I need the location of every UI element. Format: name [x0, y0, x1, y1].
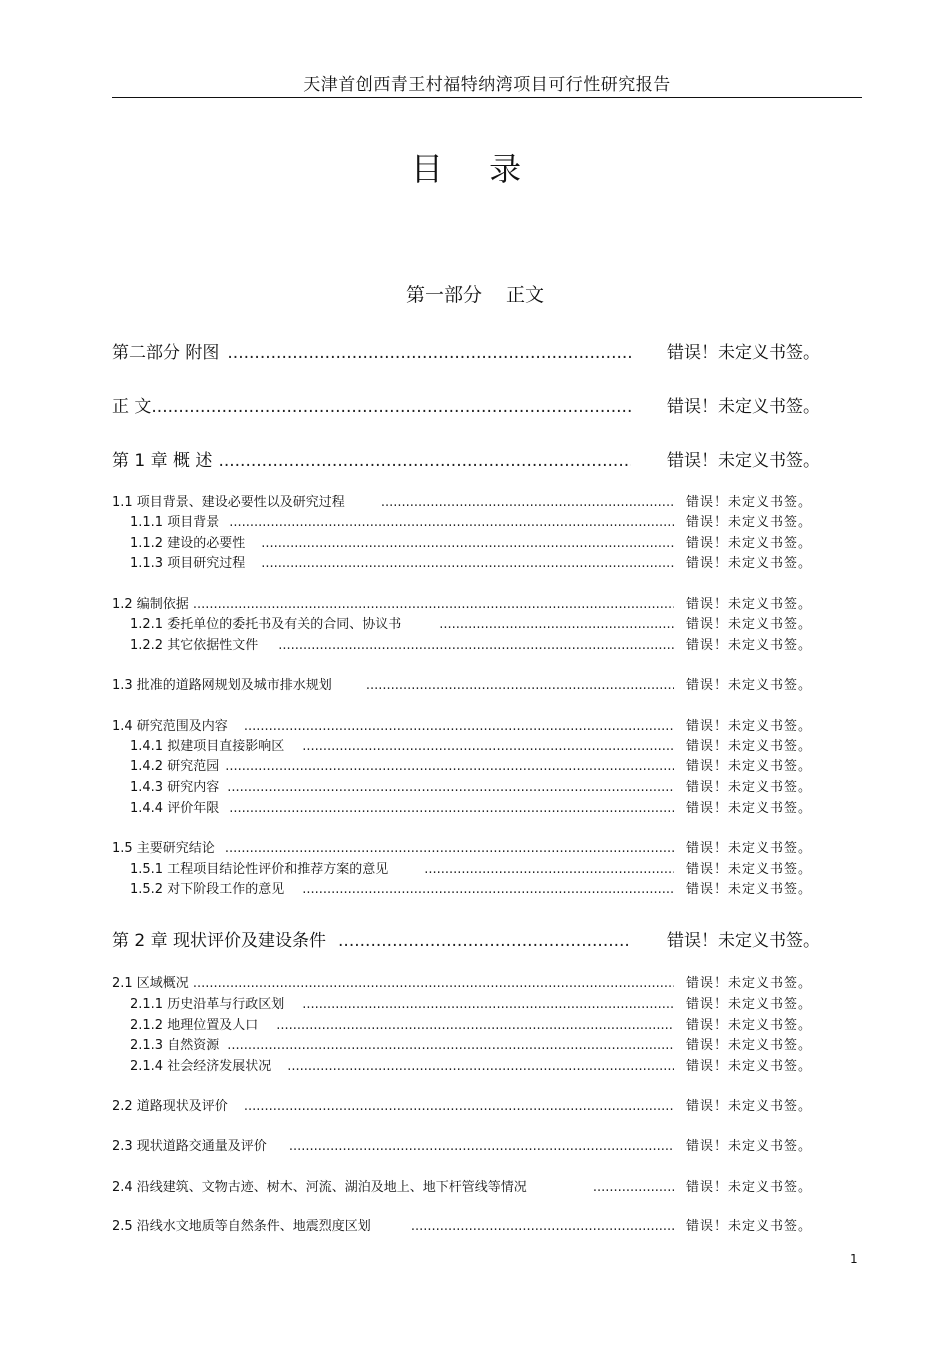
toc-leader: [244, 719, 674, 734]
toc-entry[interactable]: [130, 858, 812, 876]
toc-page: 错误！未定义书签。: [685, 597, 812, 612]
toc-label: 2.3 现状道路交通量及评价: [112, 1139, 267, 1154]
toc-page: 错误！未定义书签。: [685, 536, 812, 551]
toc-entry[interactable]: [130, 1014, 812, 1032]
toc-label: 第 1 章 概 述: [112, 451, 213, 471]
toc-leader: [593, 1180, 674, 1195]
toc-entry[interactable]: [112, 593, 812, 611]
toc-leader: [193, 976, 674, 991]
toc-leader: [193, 597, 674, 612]
toc-entry-part2[interactable]: [112, 338, 820, 362]
toc-label: 正 文: [112, 397, 152, 417]
toc-leader: [229, 515, 674, 530]
toc-label: 2.2 道路现状及评价: [112, 1099, 228, 1114]
toc-entry[interactable]: [112, 1215, 812, 1233]
toc-entry[interactable]: [130, 993, 812, 1011]
toc-entry[interactable]: [130, 755, 812, 773]
toc-label: 1.2.1 委托单位的委托书及有关的合同、协议书: [130, 617, 402, 632]
toc-entry[interactable]: [130, 552, 812, 570]
toc-leader: [424, 862, 674, 877]
toc-label: 1.4.1 拟建项目直接影响区: [130, 739, 285, 754]
toc-label: 1.5 主要研究结论: [112, 841, 215, 856]
toc-entry[interactable]: [112, 972, 812, 990]
toc-leader: [302, 739, 674, 754]
header-rule: [112, 97, 862, 98]
toc-leader: [225, 841, 674, 856]
toc-page: 错误！未定义书签。: [685, 862, 812, 877]
page-number: 1: [850, 1252, 858, 1266]
toc-label: 1.1.3 项目研究过程: [130, 556, 246, 571]
toc-entry[interactable]: [112, 715, 812, 733]
toc-leader: [218, 451, 631, 471]
toc-page: 错误！未定义书签。: [685, 556, 812, 571]
toc-label: 1.5.2 对下阶段工作的意见: [130, 882, 285, 897]
toc-entry[interactable]: [130, 532, 812, 550]
toc-entry[interactable]: [130, 613, 812, 631]
part1-name: 正文: [506, 284, 545, 306]
toc-label: 1.4.4 评价年限: [130, 801, 220, 816]
toc-label: 1.1 项目背景、建设必要性以及研究过程: [112, 495, 345, 510]
toc-label: 2.5 沿线水文地质等自然条件、地震烈度区划: [112, 1219, 371, 1234]
toc-entry-ch2[interactable]: [112, 926, 820, 950]
toc-leader: [287, 1059, 674, 1074]
toc-page: 错误！未定义书签。: [685, 739, 812, 754]
toc-page: 错误！未定义书签。: [685, 1139, 812, 1154]
toc-label: 2.1.3 自然资源: [130, 1038, 220, 1053]
toc-page: 错误！未定义书签。: [685, 617, 812, 632]
toc-leader: [302, 997, 674, 1012]
toc-entry[interactable]: [112, 837, 812, 855]
toc-page: 错误！未定义书签。: [667, 931, 820, 951]
toc-entry[interactable]: [130, 1034, 812, 1052]
toc-entry[interactable]: [130, 735, 812, 753]
toc-label: 第 2 章 现状评价及建设条件: [112, 931, 327, 951]
toc-entry[interactable]: [130, 1055, 812, 1073]
toc-page: 错误！未定义书签。: [685, 1180, 812, 1195]
toc-label: 1.2 编制依据: [112, 597, 189, 612]
toc-entry[interactable]: [130, 776, 812, 794]
toc-leader: [289, 1139, 674, 1154]
toc-label: 2.4 沿线建筑、文物古迹、树木、河流、湖泊及地上、地下杆管线等情况: [112, 1180, 527, 1195]
toc-leader: [227, 1038, 674, 1053]
toc-label: 1.1.2 建设的必要性: [130, 536, 246, 551]
toc-label: 1.1.1 项目背景: [130, 515, 220, 530]
toc-page: 错误！未定义书签。: [685, 1018, 812, 1033]
toc-page: 错误！未定义书签。: [685, 882, 812, 897]
toc-leader: [411, 1219, 674, 1234]
toc-page: 错误！未定义书签。: [685, 1059, 812, 1074]
toc-leader: [338, 931, 631, 951]
toc-leader: [381, 495, 674, 510]
toc-page: 错误！未定义书签。: [667, 451, 820, 471]
toc-entry[interactable]: [112, 1095, 812, 1113]
toc-leader: [366, 678, 674, 693]
toc-page: 错误！未定义书签。: [685, 495, 812, 510]
toc-entry[interactable]: [112, 1176, 812, 1194]
toc-entry[interactable]: [112, 491, 812, 509]
toc-entry-ch1[interactable]: [112, 446, 820, 470]
toc-leader: [225, 759, 674, 774]
toc-page: 错误！未定义书签。: [685, 976, 812, 991]
toc-title: 目 录: [410, 150, 540, 188]
toc-page: 错误！未定义书签。: [685, 997, 812, 1012]
toc-page: 错误！未定义书签。: [685, 719, 812, 734]
toc-leader: [229, 801, 674, 816]
toc-leader: [227, 343, 631, 363]
toc-leader: [244, 1099, 674, 1114]
toc-label: 1.2.2 其它依据性文件: [130, 638, 259, 653]
toc-label: 第二部分 附图: [112, 343, 220, 363]
toc-entry[interactable]: [130, 797, 812, 815]
toc-page: 错误！未定义书签。: [685, 759, 812, 774]
toc-leader: [302, 882, 674, 897]
toc-entry-body[interactable]: [112, 392, 820, 416]
toc-page: 错误！未定义书签。: [685, 678, 812, 693]
toc-page: 错误！未定义书签。: [685, 1219, 812, 1234]
toc-label: 2.1.1 历史沿革与行政区划: [130, 997, 285, 1012]
toc-page: 错误！未定义书签。: [667, 397, 820, 417]
toc-leader: [261, 536, 674, 551]
toc-leader: [278, 638, 674, 653]
toc-label: 1.4 研究范围及内容: [112, 719, 228, 734]
toc-page: 错误！未定义书签。: [685, 1099, 812, 1114]
toc-leader: [151, 397, 631, 417]
toc-leader: [276, 1018, 674, 1033]
toc-page: 错误！未定义书签。: [667, 343, 820, 363]
toc-entry[interactable]: [112, 674, 812, 692]
toc-leader: [227, 780, 674, 795]
toc-leader: [261, 556, 674, 571]
toc-label: 2.1 区域概况: [112, 976, 189, 991]
toc-page: 错误！未定义书签。: [685, 515, 812, 530]
toc-page: 错误！未定义书签。: [685, 841, 812, 856]
toc-page: 错误！未定义书签。: [685, 638, 812, 653]
part1-heading: [0, 280, 950, 307]
toc-label: 1.4.3 研究内容: [130, 780, 220, 795]
toc-label: 2.1.4 社会经济发展状况: [130, 1059, 272, 1074]
toc-page: 错误！未定义书签。: [685, 780, 812, 795]
toc-entry[interactable]: [130, 634, 812, 652]
toc-leader: [439, 617, 674, 632]
running-header: 天津首创西青王村福特纳湾项目可行性研究报告: [303, 75, 671, 95]
toc-label: 1.5.1 工程项目结论性评价和推荐方案的意见: [130, 862, 389, 877]
toc-entry[interactable]: [130, 511, 812, 529]
toc-label: 2.1.2 地理位置及人口: [130, 1018, 259, 1033]
part1-prefix: 第一部分: [405, 284, 482, 306]
toc-label: 1.4.2 研究范园: [130, 759, 220, 774]
toc-label: 1.3 批准的道路网规划及城市排水规划: [112, 678, 332, 693]
toc-page: 错误！未定义书签。: [685, 801, 812, 816]
toc-entry[interactable]: [112, 1135, 812, 1153]
toc-page: 错误！未定义书签。: [685, 1038, 812, 1053]
toc-entry[interactable]: [130, 878, 812, 896]
